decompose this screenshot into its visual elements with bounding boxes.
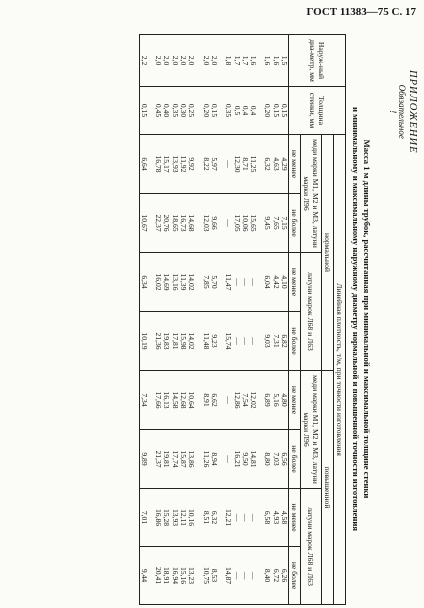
header-diameter: Наруж-ный диа-метр, мм <box>289 35 346 87</box>
wall-cell: 0,15 <box>210 87 224 135</box>
density-cell: 6,72 <box>271 547 279 605</box>
density-cell: 7,85 <box>201 253 209 312</box>
table-row <box>170 35 178 605</box>
rotated-table-block <box>18 34 372 604</box>
density-cell: 10,75 <box>201 547 209 605</box>
page-header: ГОСТ 11383—75 С. 17 <box>306 6 416 18</box>
density-cell: — <box>224 430 232 489</box>
density-cell: 16,78 <box>154 135 162 194</box>
density-cell: 7,01 <box>139 489 154 547</box>
density-cell: 4,29 <box>280 135 289 194</box>
wall-cell: 0,20 <box>201 87 209 135</box>
density-cell: 13,16 <box>170 253 178 312</box>
density-cell: 5,97 <box>210 135 224 194</box>
diameter-cell: 2,0 <box>201 35 209 87</box>
header-min: не менее <box>289 135 301 194</box>
table-row <box>179 35 187 605</box>
density-cell: 12,03 <box>201 194 209 253</box>
table-row <box>139 35 154 605</box>
density-cell: 6,26 <box>280 547 289 605</box>
table-row <box>241 35 249 605</box>
density-cell: 12,11 <box>179 489 187 547</box>
wall-cell: 0,40 <box>162 87 170 135</box>
wall-cell: 0,45 <box>154 87 162 135</box>
wall-cell: 0,25 <box>187 87 201 135</box>
density-cell: — <box>249 312 263 371</box>
diameter-cell: 1,6 <box>249 35 263 87</box>
mass-table <box>139 34 346 605</box>
density-cell: 8,53 <box>210 547 224 605</box>
density-cell: 6,56 <box>280 430 289 489</box>
density-cell: 20,76 <box>162 194 170 253</box>
appendix-label <box>388 70 418 154</box>
table-row <box>232 35 240 605</box>
header-max: не более <box>289 194 301 253</box>
header-max: не более <box>289 430 301 489</box>
density-cell: 6,64 <box>139 135 154 194</box>
header-group-2: латуни марок Л68 и Л63 <box>301 253 322 371</box>
wall-cell: 0,15 <box>139 87 154 135</box>
diameter-cell: 2,0 <box>170 35 178 87</box>
appendix-marker: ! <box>388 110 398 114</box>
diameter-cell: 1,6 <box>263 35 271 87</box>
density-cell: 5,70 <box>210 253 224 312</box>
header-max: не более <box>289 312 301 371</box>
diameter-cell: 2,0 <box>187 35 201 87</box>
density-cell: 10,19 <box>139 312 154 371</box>
density-cell: 8,40 <box>263 547 271 605</box>
density-cell: 8,94 <box>210 430 224 489</box>
header-density: Линейная плотность, т/м, при точности изготовления <box>334 135 346 605</box>
density-cell: 13,93 <box>170 489 178 547</box>
density-cell: — <box>249 253 263 312</box>
header-min: не менее <box>289 371 301 430</box>
density-cell: 21,36 <box>154 312 162 371</box>
density-cell: 15,65 <box>249 194 263 253</box>
density-cell: 8,71 <box>241 135 249 194</box>
table-row <box>224 35 232 605</box>
density-cell: 7,03 <box>271 430 279 489</box>
density-cell: 9,44 <box>139 547 154 605</box>
density-cell: 4,63 <box>271 135 279 194</box>
diameter-cell: 1,8 <box>224 35 232 87</box>
density-cell: 12,68 <box>179 371 187 430</box>
density-cell: 4,10 <box>280 253 289 312</box>
table-row <box>201 35 209 605</box>
wall-cell: 0,35 <box>224 87 232 135</box>
header-min: не менее <box>289 489 301 547</box>
wall-cell: 0,15 <box>280 87 289 135</box>
density-cell: 10,16 <box>187 489 201 547</box>
density-cell: 15,17 <box>162 135 170 194</box>
density-cell: 19,81 <box>162 430 170 489</box>
density-cell: 4,58 <box>280 489 289 547</box>
density-cell: 20,41 <box>154 547 162 605</box>
density-cell: 11,25 <box>249 135 263 194</box>
density-cell: 16,94 <box>170 547 178 605</box>
density-cell: 11,48 <box>201 312 209 371</box>
wall-cell: 0,35 <box>170 87 178 135</box>
density-cell: 6,32 <box>210 489 224 547</box>
density-cell: 16,02 <box>154 253 162 312</box>
diameter-cell: 2,0 <box>162 35 170 87</box>
density-cell: 12,02 <box>249 371 263 430</box>
table-row <box>263 35 271 605</box>
header-max: не более <box>289 547 301 605</box>
header-group-4: латуни марок Л68 и Л63 <box>301 489 322 605</box>
density-cell: 4,42 <box>271 253 279 312</box>
table-row <box>249 35 263 605</box>
density-cell: 9,92 <box>187 135 201 194</box>
density-cell: 11,92 <box>179 135 187 194</box>
appendix-subtitle: Обязательное <box>397 84 407 139</box>
density-cell: — <box>232 312 240 371</box>
wall-cell: 0,5 <box>232 87 240 135</box>
diameter-cell: 2,0 <box>154 35 162 87</box>
density-cell: 15,74 <box>224 312 232 371</box>
caption-line-2: и минимальному и максимальному наружному диаметру нормальной и повышенной точности изготовления <box>351 107 361 531</box>
density-cell: 18,65 <box>170 194 178 253</box>
density-cell: — <box>232 489 240 547</box>
density-cell: 6,82 <box>280 312 289 371</box>
density-cell: — <box>241 253 249 312</box>
density-cell: 11,26 <box>201 430 209 489</box>
density-cell: 15,98 <box>179 312 187 371</box>
density-cell: 16,86 <box>154 489 162 547</box>
density-cell: 15,87 <box>179 430 187 489</box>
header-increased: повышенной <box>322 371 334 605</box>
density-cell: 6,34 <box>139 253 154 312</box>
density-cell: — <box>224 194 232 253</box>
table-row <box>154 35 162 605</box>
density-cell: 17,05 <box>232 194 240 253</box>
density-cell: — <box>241 312 249 371</box>
density-cell: 21,37 <box>154 430 162 489</box>
table-body <box>139 35 288 605</box>
header-min: не менее <box>289 253 301 312</box>
wall-cell: 0,4 <box>241 87 249 135</box>
density-cell: 9,03 <box>263 312 271 371</box>
wall-cell: 0,15 <box>271 87 279 135</box>
diameter-cell: 1,7 <box>241 35 249 87</box>
density-cell: 6,58 <box>263 489 271 547</box>
diameter-cell: 1,6 <box>271 35 279 87</box>
density-cell: 6,89 <box>263 371 271 430</box>
density-cell: 9,66 <box>210 194 224 253</box>
diameter-cell: 1,5 <box>280 35 289 87</box>
table-row <box>280 35 289 605</box>
density-cell: — <box>249 547 263 605</box>
density-cell: 22,37 <box>154 194 162 253</box>
density-cell: 8,80 <box>263 430 271 489</box>
density-cell: 13,23 <box>187 547 201 605</box>
density-cell: 8,91 <box>201 371 209 430</box>
header-wall: Толщина стенки, мм <box>289 87 346 135</box>
wall-cell: 0,20 <box>263 87 271 135</box>
density-cell: 14,81 <box>249 430 263 489</box>
density-cell: 10,06 <box>241 194 249 253</box>
density-cell: — <box>224 371 232 430</box>
density-cell: 17,66 <box>154 371 162 430</box>
density-cell: — <box>249 489 263 547</box>
appendix-title: ПРИЛОЖЕНИЕ <box>407 70 418 154</box>
density-cell: 16,21 <box>232 430 240 489</box>
density-cell: 5,16 <box>271 371 279 430</box>
header-group-3: меди марки М1, М2 и М3, латуни марки Л96 <box>301 371 322 489</box>
density-cell: 6,62 <box>210 371 224 430</box>
density-cell: 16,13 <box>162 371 170 430</box>
density-cell: 4,93 <box>271 489 279 547</box>
density-cell: 6,32 <box>263 135 271 194</box>
density-cell: 13,93 <box>170 135 178 194</box>
density-cell: 11,39 <box>179 253 187 312</box>
table-row <box>210 35 224 605</box>
density-cell: 7,15 <box>280 194 289 253</box>
diameter-cell: 2,0 <box>210 35 224 87</box>
table-row <box>271 35 279 605</box>
density-cell: 10,64 <box>187 371 201 430</box>
wall-cell: 0,4 <box>249 87 263 135</box>
density-cell: 15,28 <box>162 489 170 547</box>
density-cell: — <box>241 547 249 605</box>
density-cell: 8,51 <box>201 489 209 547</box>
wall-cell: 0,30 <box>179 87 187 135</box>
density-cell: 14,02 <box>187 253 201 312</box>
density-cell: 14,69 <box>162 253 170 312</box>
density-cell: 14,87 <box>224 547 232 605</box>
density-cell: 7,31 <box>271 312 279 371</box>
density-cell: 12,30 <box>232 135 240 194</box>
density-cell: 16,73 <box>179 194 187 253</box>
density-cell: 17,81 <box>170 312 178 371</box>
diameter-cell: 1,7 <box>232 35 240 87</box>
density-cell: 10,67 <box>139 194 154 253</box>
density-cell: 17,74 <box>170 430 178 489</box>
density-cell: 9,50 <box>241 430 249 489</box>
density-cell: 9,89 <box>139 430 154 489</box>
density-cell: 14,58 <box>170 371 178 430</box>
density-cell: — <box>224 135 232 194</box>
table-row <box>187 35 201 605</box>
header-normal: нормальной <box>322 135 334 371</box>
table-caption <box>346 34 372 604</box>
density-cell: 13,86 <box>187 430 201 489</box>
header-group-1: меди марки М1, М2 и М3, латуни марки Л96 <box>301 135 322 253</box>
density-cell: 15,16 <box>179 547 187 605</box>
caption-line-1: Масса 1 м длины трубок, рассчитанная при минимальной и максимальной толщине стенки <box>362 139 372 499</box>
density-cell: 18,91 <box>162 547 170 605</box>
density-cell: 8,22 <box>201 135 209 194</box>
density-cell: 6,04 <box>263 253 271 312</box>
density-cell: 12,21 <box>224 489 232 547</box>
density-cell: 9,45 <box>263 194 271 253</box>
density-cell: 7,34 <box>139 371 154 430</box>
diameter-cell: 2,0 <box>179 35 187 87</box>
table-row <box>162 35 170 605</box>
density-cell: 11,47 <box>224 253 232 312</box>
density-cell: 9,23 <box>210 312 224 371</box>
density-cell: 14,68 <box>187 194 201 253</box>
density-cell: — <box>232 253 240 312</box>
density-cell: 19,83 <box>162 312 170 371</box>
density-cell: 12,86 <box>232 371 240 430</box>
density-cell: — <box>232 547 240 605</box>
density-cell: 7,54 <box>241 371 249 430</box>
density-cell: 7,65 <box>271 194 279 253</box>
density-cell: 14,02 <box>187 312 201 371</box>
density-cell: 4,80 <box>280 371 289 430</box>
density-cell: — <box>241 489 249 547</box>
diameter-cell: 2,2 <box>139 35 154 87</box>
